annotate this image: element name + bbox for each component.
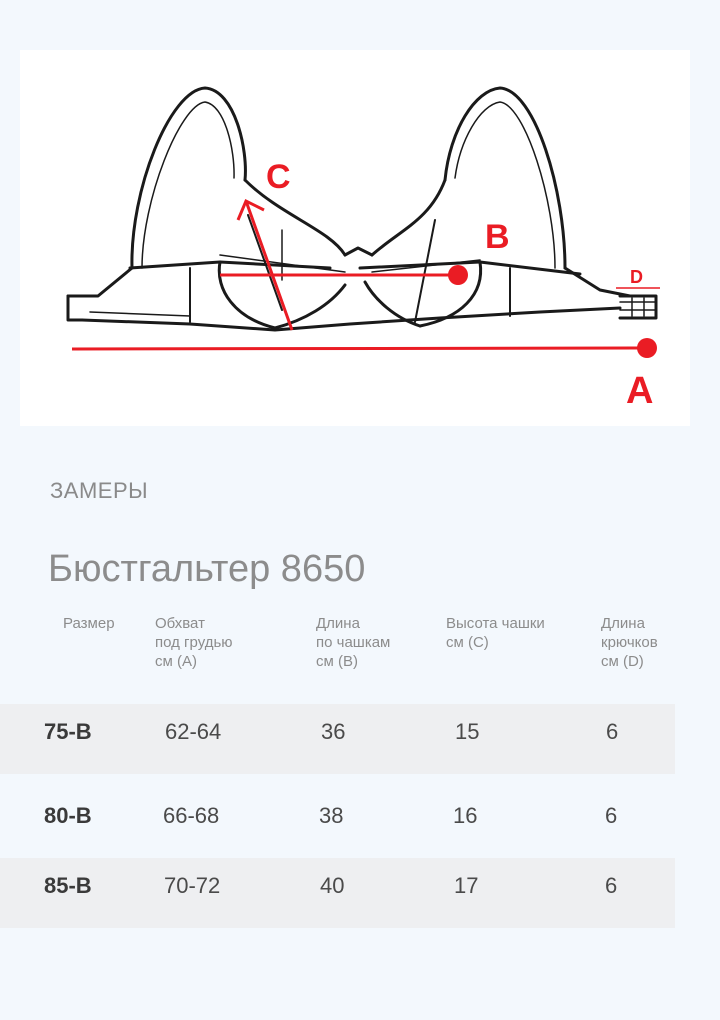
cell-cup-height: 16 — [453, 803, 478, 828]
cell-cup-length: 38 — [319, 803, 344, 828]
table-row — [0, 704, 675, 774]
measure-line-a — [72, 348, 646, 349]
header-size: Размер — [63, 615, 115, 632]
cell-size: 75-B — [44, 719, 92, 744]
label-c: C — [266, 158, 291, 196]
header-cup-length: Длина по чашкам см (B) — [316, 615, 391, 670]
table-row — [0, 788, 675, 858]
bra-diagram-svg — [20, 50, 690, 426]
cell-hook-length: 6 — [606, 719, 619, 744]
measure-point-b — [448, 265, 468, 285]
header-underbust: Обхват под грудью см (A) — [155, 615, 233, 670]
label-b: B — [485, 218, 510, 256]
cell-cup-height: 15 — [455, 719, 480, 744]
measure-point-a — [637, 338, 657, 358]
measurement-labels — [266, 158, 653, 412]
section-label: ЗАМЕРЫ — [50, 478, 149, 503]
cell-cup-height: 17 — [454, 873, 479, 898]
measurement-lines — [72, 201, 660, 358]
cell-underbust: 70-72 — [164, 873, 221, 898]
header-hook-length: Длина крючков см (D) — [601, 615, 658, 670]
header-cup-height: Высота чашки см (C) — [446, 615, 545, 651]
cell-underbust: 66-68 — [163, 803, 220, 828]
cell-cup-length: 36 — [321, 719, 346, 744]
bra-outline — [68, 88, 656, 330]
table-row — [0, 858, 675, 928]
bra-measurement-diagram — [20, 50, 690, 426]
cell-cup-length: 40 — [320, 873, 345, 898]
cell-size: 85-B — [44, 873, 92, 898]
label-d: D — [630, 267, 643, 287]
cell-size: 80-B — [44, 803, 92, 828]
cell-underbust: 62-64 — [165, 719, 222, 744]
product-title: Бюстгальтер 8650 — [48, 548, 366, 590]
cell-hook-length: 6 — [605, 873, 618, 898]
label-a: A — [626, 370, 654, 412]
cell-hook-length: 6 — [605, 803, 618, 828]
